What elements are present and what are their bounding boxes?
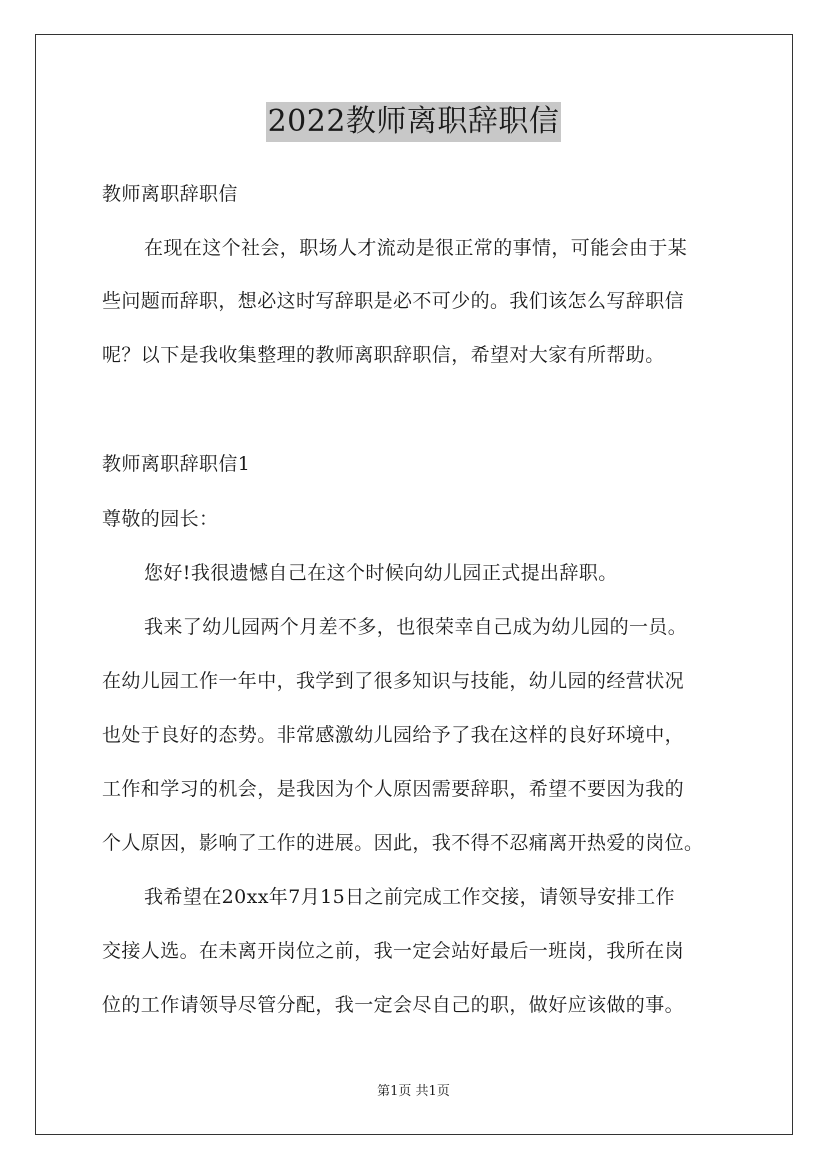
section-heading: 教师离职辞职信1 xyxy=(102,453,251,475)
intro-line: 在现在这个社会，职场人才流动是很正常的事情，可能会由于某 xyxy=(144,237,688,259)
body-line: 工作和学习的机会，是我因为个人原因需要辞职，希望不要因为我的 xyxy=(102,778,685,800)
salutation: 尊敬的园长： xyxy=(102,508,219,530)
body-line: 位的工作请领导尽管分配，我一定会尽自己的职，做好应该做的事。 xyxy=(102,994,685,1016)
body-line: 个人原因，影响了工作的进展。因此，我不得不忍痛离开热爱的岗位。 xyxy=(102,832,704,854)
document-subtitle: 教师离职辞职信 xyxy=(102,183,238,205)
body-line: 交接人选。在未离开岗位之前，我一定会站好最后一班岗，我所在岗 xyxy=(102,940,685,962)
title-container xyxy=(0,102,827,142)
body-line: 我希望在20xx年7月15日之前完成工作交接，请领导安排工作 xyxy=(144,886,675,908)
document-title: 2022教师离职辞职信 xyxy=(266,102,562,142)
body-line: 我来了幼儿园两个月差不多，也很荣幸自己成为幼儿园的一员。 xyxy=(144,616,688,638)
body-line: 在幼儿园工作一年中，我学到了很多知识与技能，幼儿园的经营状况 xyxy=(102,670,685,692)
intro-line: 呢？以下是我收集整理的教师离职辞职信，希望对大家有所帮助。 xyxy=(102,344,665,366)
intro-line: 些问题而辞职，想必这时写辞职是必不可少的。我们该怎么写辞职信 xyxy=(102,290,685,312)
body-line: 也处于良好的态势。非常感激幼儿园给予了我在这样的良好环境中， xyxy=(102,724,685,746)
body-line: 您好!我很遗憾自己在这个时候向幼儿园正式提出辞职。 xyxy=(144,562,618,584)
page-footer: 第1页 共1页 xyxy=(377,1084,450,1099)
